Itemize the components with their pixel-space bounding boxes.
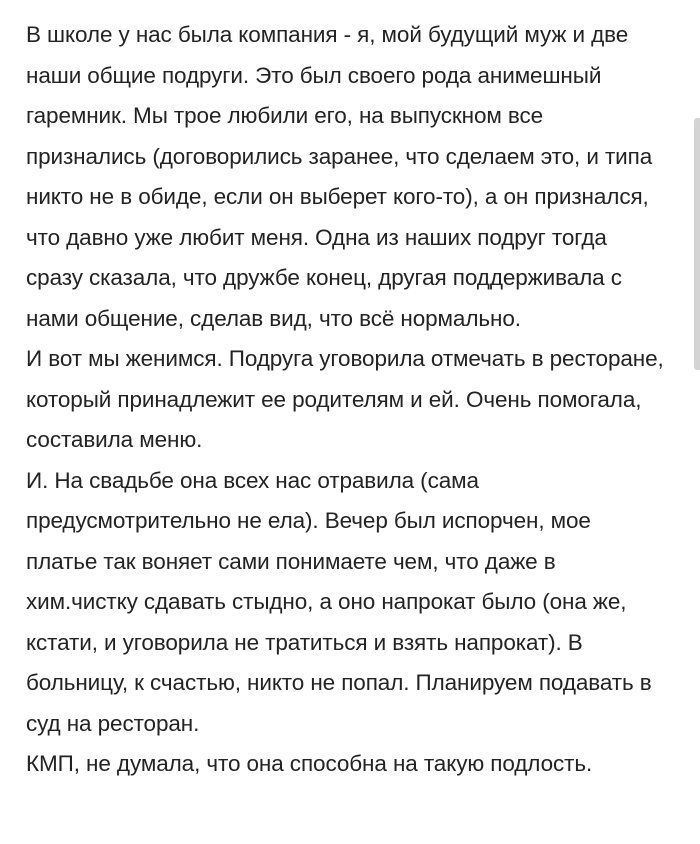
post-paragraph: И. На свадьбе она всех нас отравила (сама предусмотрительно не ела). Вечер был испорчен, мое платье так воняет сами понимаете чем, что даже в хим.чистку сдавать стыдно, а оно напрокат было (она же, кстати, и уговорила не тратиться и взять напрокат). В больницу, к счастью, никто не попал. Планируем подавать в суд на ресторан. bbox=[26, 467, 652, 736]
post-body bbox=[26, 15, 666, 785]
post-paragraph: И вот мы женимся. Подруга уговорила отмечать в ресторане, который принадлежит ее родителям и ей. Очень помогала, составила меню. bbox=[26, 346, 664, 452]
post-paragraph: КМП, не думала, что она способна на такую подлость. bbox=[26, 751, 593, 776]
scrollbar-thumb[interactable] bbox=[694, 118, 700, 370]
post-paragraph: В школе у нас была компания - я, мой будущий муж и две наши общие подруги. Это был своего рода анимешный гаремник. Мы трое любили его, на выпускном все признались (договорились заранее, что сделаем это, и типа никто не в обиде, если он выберет кого-то), а он признался, что давно уже любит меня. Одна из наших подруг тогда сразу сказала, что дружбе конец, другая поддерживала с нами общение, сделав вид, что всё нормально. bbox=[26, 22, 653, 331]
